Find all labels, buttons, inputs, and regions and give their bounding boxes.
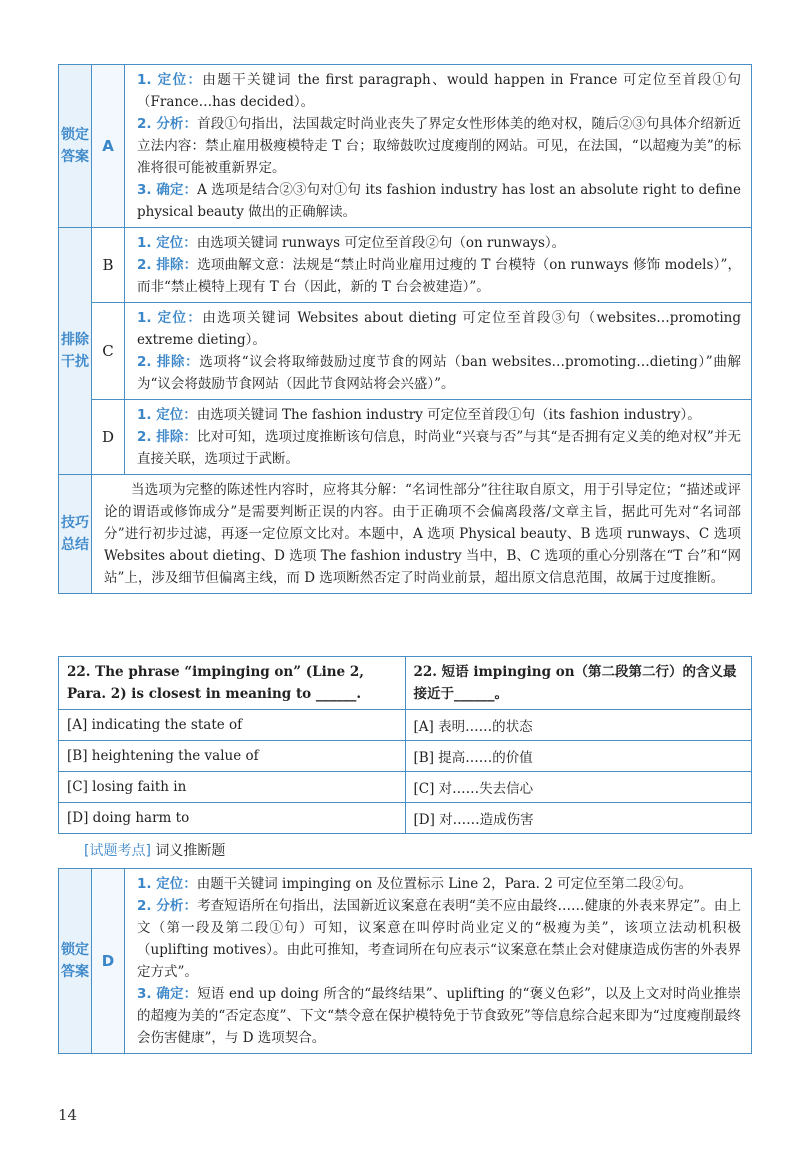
analysis-table-q21 — [58, 64, 752, 594]
option-letter-b: B — [92, 228, 125, 303]
test-point-tag: [试题考点] — [84, 843, 151, 859]
analysis-table-q22 — [58, 868, 752, 1054]
lock-answer-label: 锁定答案 — [59, 869, 92, 1054]
step-text: 选项将“议会将取缔鼓励过度节食的网站（ban websites…promoting…dieting）”曲解为“议会将鼓励节食网站（因此节食网站将会兴盛）”。 — [137, 354, 741, 392]
step-tag: 2. 分析： — [137, 898, 198, 914]
option-c-content — [125, 303, 752, 400]
page-number: 14 — [58, 1106, 78, 1124]
step-text: 短语 end up doing 所含的“最终结果”、uplifting 的“褒义色彩”，以及上文对时尚业推崇的超瘦为美的“否定态度”、下文“禁令意在保护模特免于节食致死”等信息综合起来即为“过度瘦削最终会伤害健康”，与 D 选项契合。 — [137, 986, 741, 1046]
question-22-table — [58, 656, 752, 834]
skill-summary-text: 当选项为完整的陈述性内容时，应将其分解：“名词性部分”往往取自原文，用于引导定位；“描述或评论的谓语或修饰成分”是需要判断正误的内容。由于正确项不会偏离段落/文章主旨，据此可先对“名词部分”进行初步过滤，再逐一定位原文比对。本题中，A 选项 Physical beauty、B 选项 runways、C 选项 Websites about dieting、D 选项 The fashion industry 当中，B、C 选项的重心分别落在“T 台”和“网站”上，涉及细节但偏离主线，而 D 选项断然否定了时尚业前景，超出原文信息范围，故属于过度推断。 — [104, 482, 741, 586]
option-d-zh: [D] 对……造成伤害 — [405, 803, 752, 834]
test-point — [84, 840, 225, 860]
option-d-content — [125, 400, 752, 475]
step-tag: 1. 定位： — [137, 235, 197, 251]
exclude-label: 排除干扰 — [59, 228, 92, 475]
lock-answer-content — [125, 869, 752, 1054]
skill-summary-label: 技巧总结 — [59, 475, 92, 594]
option-c-zh: [C] 对……失去信心 — [405, 772, 752, 803]
step-text: 选项曲解文意：法规是“禁止时尚业雇用过瘦的 T 台模特（on runways 修饰 models）”，而非“禁止模特上现有 T 台（因此，新的 T 台会被建造）”。 — [137, 257, 741, 295]
lock-answer-letter: D — [92, 869, 125, 1054]
option-b-content — [125, 228, 752, 303]
step-tag: 3. 确定： — [137, 986, 198, 1002]
lock-answer-label: 锁定答案 — [59, 65, 92, 228]
step-text: 考查短语所在句指出，法国新近议案意在表明“美不应由最终……健康的外表来界定”。由上文（第一段及第二段①句）可知，议案意在叫停时尚业定义的“极瘦为美”，该项立法动机积极（uplifting motives）。由此可推知，考查词所在句应表示“议案意在禁止会对健康造成伤害的外表界定方式”。 — [137, 898, 741, 980]
step-tag: 2. 分析： — [137, 116, 198, 132]
lock-answer-letter: A — [92, 65, 125, 228]
step-tag: 1. 定位： — [137, 72, 203, 88]
skill-summary-content — [92, 475, 752, 594]
option-a-en: [A] indicating the state of — [59, 710, 406, 741]
option-b-zh: [B] 提高……的价值 — [405, 741, 752, 772]
option-b-en: [B] heightening the value of — [59, 741, 406, 772]
step-tag: 1. 定位： — [137, 876, 197, 892]
step-text: A 选项是结合②③句对①句 its fashion industry has lost an absolute right to define physical beauty 做出的正确解读。 — [137, 182, 741, 220]
step-text: 由选项关键词 The fashion industry 可定位至首段①句（its fashion industry）。 — [196, 407, 701, 423]
test-point-text: 词义推断题 — [155, 843, 226, 859]
question-22-chinese: 22. 短语 impinging on（第二段第二行）的含义最接近于______。 — [405, 657, 752, 710]
step-tag: 3. 确定： — [137, 182, 198, 198]
step-text: 由选项关键词 runways 可定位至首段②句（on runways）。 — [196, 235, 566, 251]
option-d-en: [D] doing harm to — [59, 803, 406, 834]
step-tag: 2. 排除： — [137, 257, 198, 273]
step-text: 由题干关键词 the first paragraph、would happen in France 可定位至首段①句（France…has decided）。 — [137, 72, 741, 110]
option-letter-d: D — [92, 400, 125, 475]
step-text: 由题干关键词 impinging on 及位置标示 Line 2，Para. 2 可定位至第二段②句。 — [196, 876, 693, 892]
option-letter-c: C — [92, 303, 125, 400]
step-tag: 1. 定位： — [137, 407, 197, 423]
step-tag: 2. 排除： — [137, 429, 198, 445]
step-text: 由选项关键词 Websites about dieting 可定位至首段③句（websites…promoting extreme dieting）。 — [137, 310, 741, 348]
step-text: 比对可知，选项过度推断该句信息，时尚业“兴衰与否”与其“是否拥有定义美的绝对权”并无直接关联，选项过于武断。 — [137, 429, 741, 467]
option-a-zh: [A] 表明……的状态 — [405, 710, 752, 741]
question-22-english: 22. The phrase “impinging on” (Line 2, Para. 2) is closest in meaning to ______. — [59, 657, 406, 710]
step-tag: 2. 排除： — [137, 354, 200, 370]
step-text: 首段①句指出，法国裁定时尚业丧失了界定女性形体美的绝对权，随后②③句具体介绍新近立法内容：禁止雇用极瘦模特走 T 台；取缔鼓吹过度瘦削的网站。可见，在法国，“以超瘦为美”的标准将很可能被重新界定。 — [137, 116, 741, 176]
option-c-en: [C] losing faith in — [59, 772, 406, 803]
step-tag: 1. 定位： — [137, 310, 203, 326]
lock-answer-content — [125, 65, 752, 228]
